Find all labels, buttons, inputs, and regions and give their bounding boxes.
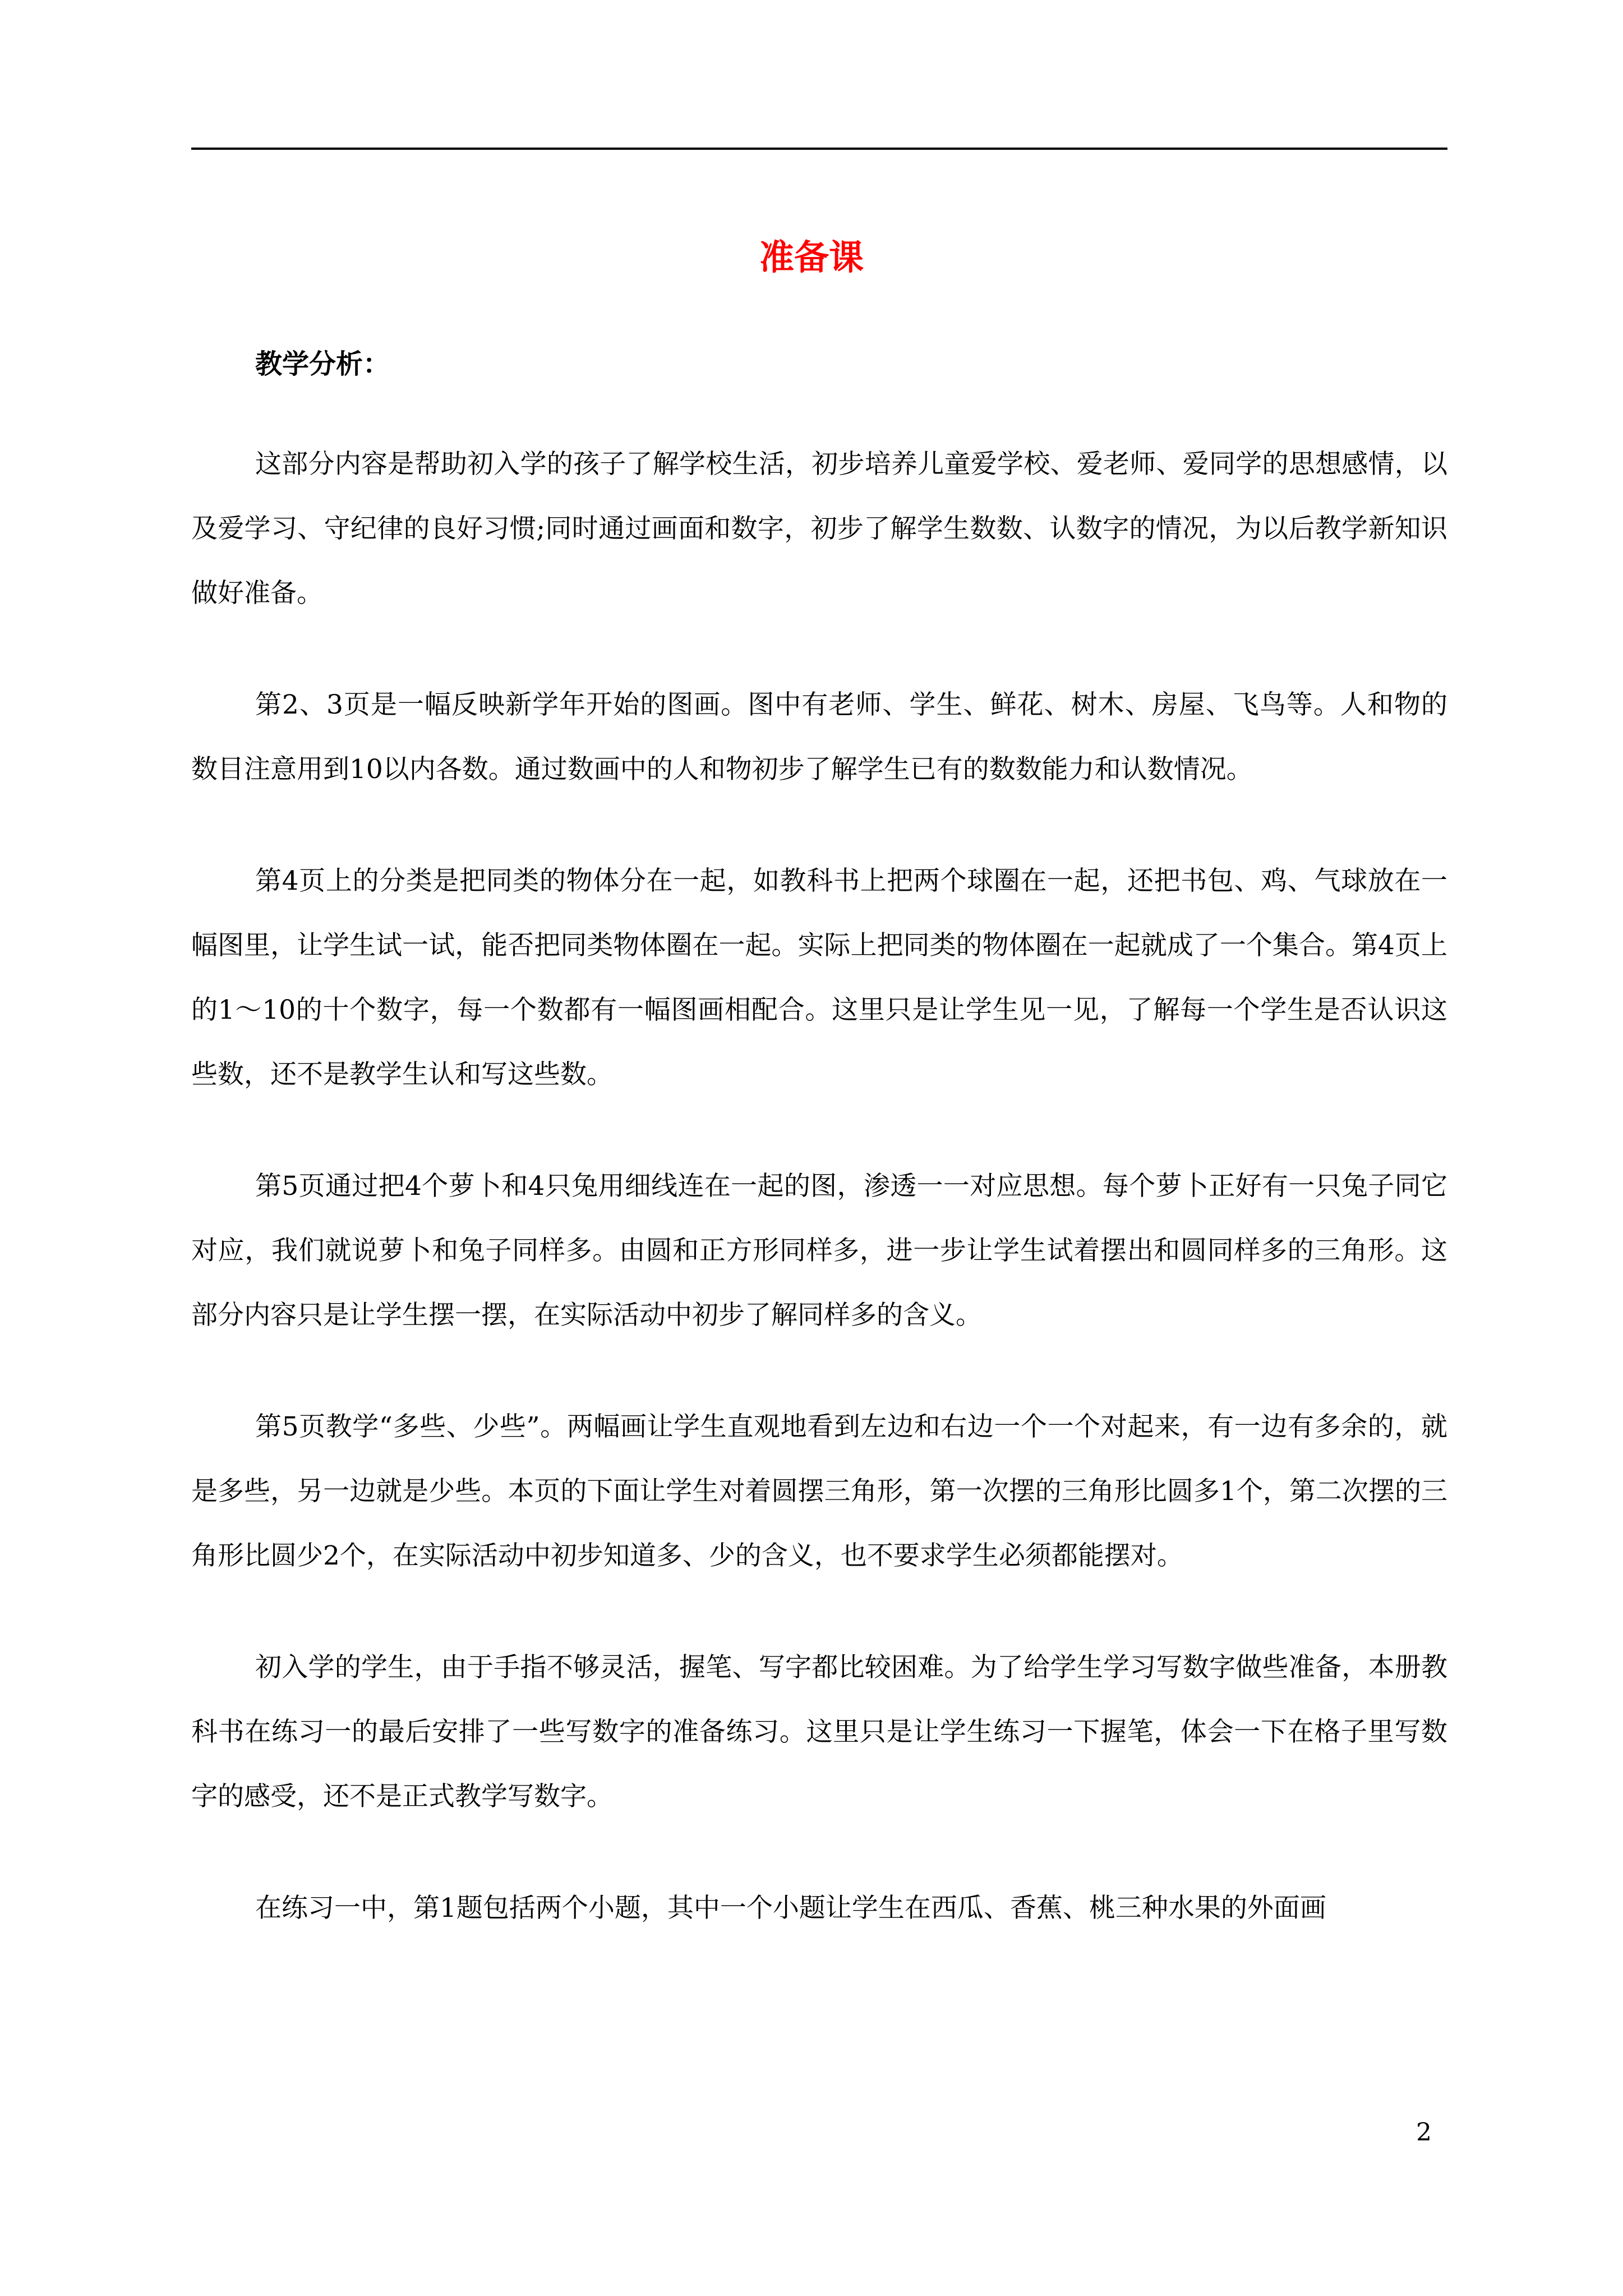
section-heading: 教学分析： [255,348,390,380]
body-text [191,432,1447,1987]
document-title: 准备课 [759,237,864,278]
paragraph: 第4页上的分类是把同类的物体分在一起，如教科书上把两个球圈在一起，还把书包、鸡、气球放在一幅图里，让学生试一试，能否把同类物体圈在一起。实际上把同类的物体圈在一起就成了一个集合。第4页上的1～10的十个数字，每一个数都有一幅图画相配合。这里只是让学生见一见，了解每一个学生是否认识这些数，还不是教学生认和写这些数。 [191,866,1447,1090]
paragraph: 初入学的学生，由于手指不够灵活，握笔、写字都比较困难。为了给学生学习写数字做些准备，本册教科书在练习一的最后安排了一些写数字的准备练习。这里只是让学生练习一下握笔，体会一下在格子里写数字的感受，还不是正式教学写数字。 [191,1652,1447,1812]
paragraph: 第2、3页是一幅反映新学年开始的图画。图中有老师、学生、鲜花、树木、房屋、飞鸟等。人和物的数目注意用到10以内各数。通过数画中的人和物初步了解学生已有的数数能力和认数情况。 [191,689,1447,785]
paragraph: 第5页通过把4个萝卜和4只兔用细线连在一起的图，渗透一一对应思想。每个萝卜正好有一只兔子同它对应，我们就说萝卜和兔子同样多。由圆和正方形同样多，进一步让学生试着摆出和圆同样多的三角形。这部分内容只是让学生摆一摆，在实际活动中初步了解同样多的含义。 [191,1171,1447,1331]
page-number: 2 [1416,2118,1432,2147]
paragraph: 在练习一中，第1题包括两个小题，其中一个小题让学生在西瓜、香蕉、桃三种水果的外面画 [255,1893,1326,1924]
paragraph: 这部分内容是帮助初入学的孩子了解学校生活，初步培养儿童爱学校、爱老师、爱同学的思想感情，以及爱学习、守纪律的良好习惯;同时通过画面和数字，初步了解学生数数、认数字的情况，为以后教学新知识做好准备。 [191,449,1447,609]
header-rule [191,148,1447,150]
paragraph: 第5页教学“多些、少些”。两幅画让学生直观地看到左边和右边一个一个对起来，有一边有多余的，就是多些，另一边就是少些。本页的下面让学生对着圆摆三角形，第一次摆的三角形比圆多1个，第二次摆的三角形比圆少2个，在实际活动中初步知道多、少的含义，也不要求学生必须都能摆对。 [191,1411,1447,1571]
